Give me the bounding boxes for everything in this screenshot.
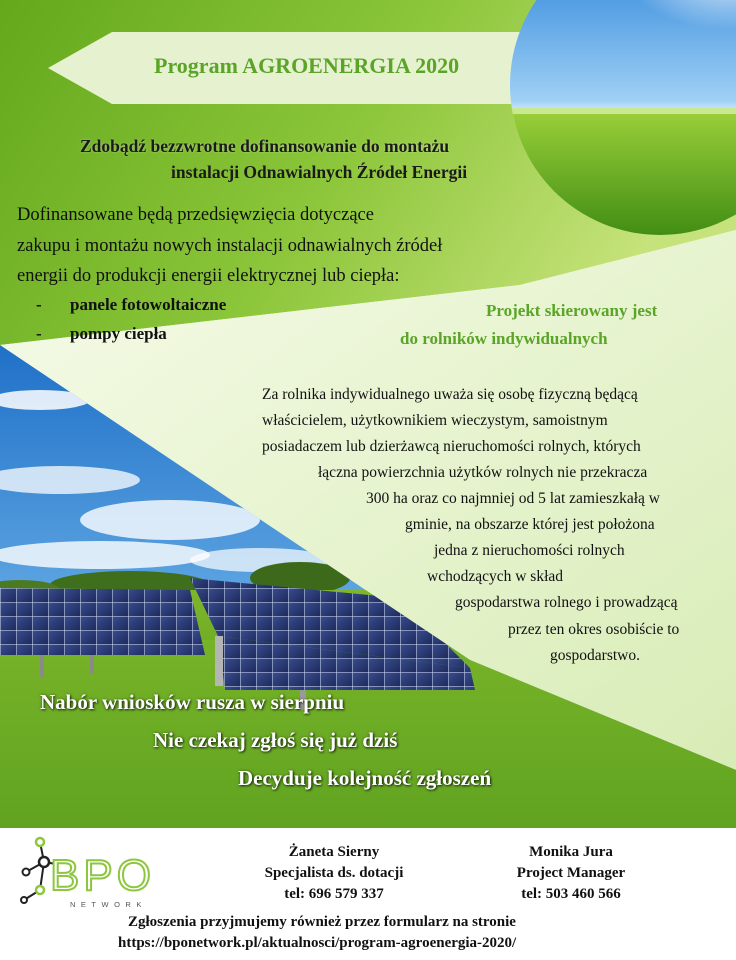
definition-line: przez ten okres osobiście to: [508, 621, 680, 638]
bullet-dash: -: [36, 295, 42, 314]
list-item-text: pompy ciepła: [70, 324, 167, 343]
logo-subtext: NETWORK: [70, 900, 147, 909]
contact-card: [244, 842, 424, 905]
subtitle-line-2: instalacji Odnawialnych Źródeł Energii: [171, 162, 468, 182]
callout-line-1: Nabór wniosków rusza w sierpniu: [40, 690, 345, 714]
contact-role: Project Manager: [516, 865, 626, 881]
bpo-logo: [14, 834, 174, 914]
definition-line: gospodarstwa rolnego i prowadzącą: [455, 594, 678, 611]
target-line-1: Projekt skierowany jest: [486, 301, 658, 320]
page-title: Program AGROENERGIA 2020: [154, 53, 460, 78]
definition-line: wchodzących w skład: [427, 568, 564, 585]
intro-line-3: energii do produkcji energii elektrycznej lub ciepła:: [17, 266, 400, 286]
contact-name: Żaneta Sierny: [288, 844, 380, 860]
definition-line: jedna z nieruchomości rolnych: [434, 542, 625, 559]
subtitle-line-1: Zdobądź bezzwrotne dofinansowanie do montażu: [80, 136, 450, 156]
intro-line-2: zakupu i montażu nowych instalacji odnawialnych źródeł: [17, 236, 443, 256]
list-item: [36, 324, 42, 344]
callout-line-3: Decyduje kolejność zgłoszeń: [238, 766, 492, 790]
definition-line: gminie, na obszarze której jest położona: [405, 516, 655, 533]
intro-line-1: Dofinansowane będą przedsięwzięcia dotyczące: [17, 205, 374, 225]
contact-phone: tel: 696 579 337: [284, 886, 384, 902]
footer-link[interactable]: https://bponetwork.pl/aktualnosci/program-agroenergia-2020/: [118, 935, 517, 951]
list-item-text: panele fotowoltaiczne: [70, 295, 227, 314]
footer: [0, 828, 736, 960]
definition-line: łączna powierzchnia użytków rolnych nie przekracza: [318, 464, 648, 481]
bullet-dash: -: [36, 324, 42, 343]
definition-line: 300 ha oraz co najmniej od 5 lat zamieszkałą w: [366, 490, 660, 507]
list-item: [36, 295, 42, 315]
definition-line: posiadaczem lub dzierżawcą nieruchomości rolnych, których: [262, 438, 641, 455]
target-line-2: do rolników indywidualnych: [400, 329, 608, 348]
definition-line: gospodarstwo.: [550, 647, 640, 664]
contact-name: Monika Jura: [529, 844, 613, 860]
footer-note: Zgłoszenia przyjmujemy również przez formularz na stronie: [128, 914, 516, 930]
contact-role: Specjalista ds. dotacji: [264, 865, 404, 881]
contact-card: [486, 842, 656, 905]
logo-text: BPO: [50, 851, 155, 900]
callout-line-2: Nie czekaj zgłoś się już dziś: [153, 728, 398, 752]
contact-phone: tel: 503 460 566: [521, 886, 621, 902]
definition-line: Za rolnika indywidualnego uważa się osobę fizyczną będącą: [262, 386, 638, 403]
definition-line: właścicielem, użytkownikiem wieczystym, samoistnym: [262, 412, 608, 429]
